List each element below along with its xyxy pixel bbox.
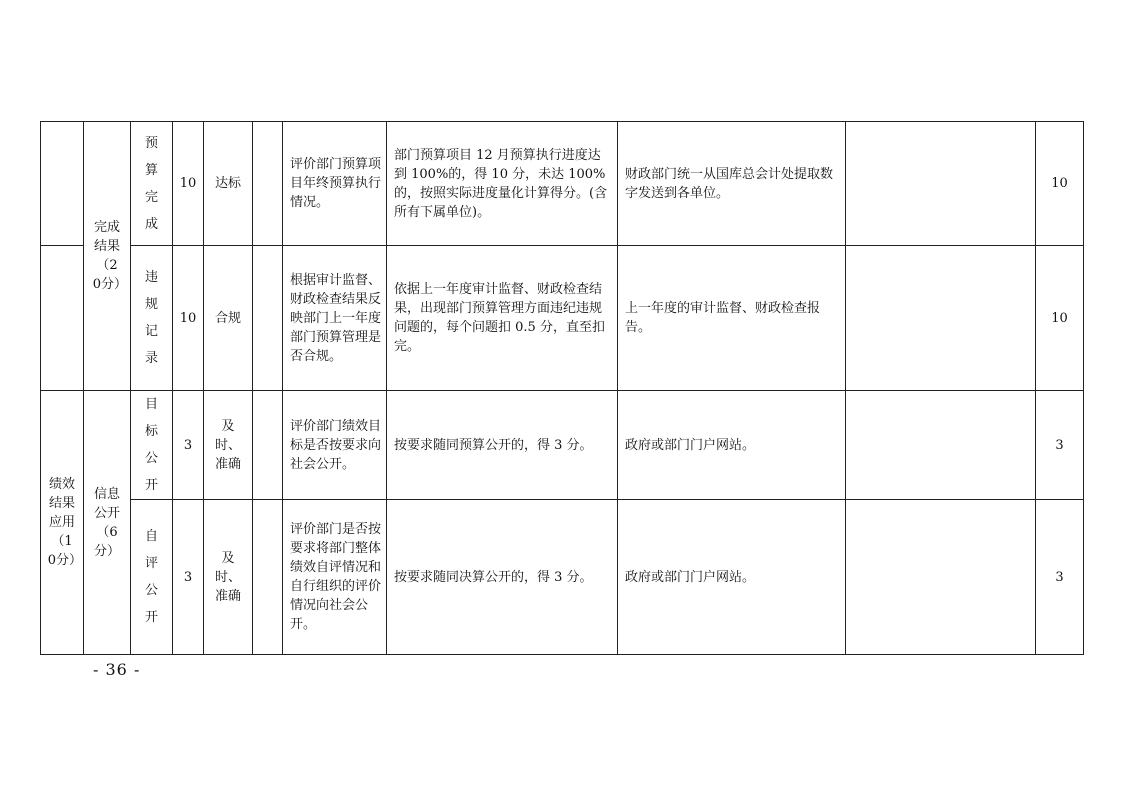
table-row <box>41 391 1084 500</box>
level1-cell-empty <box>41 122 84 246</box>
level2-completion-cell <box>84 122 131 391</box>
source-cell: 财政部门统一从国库总会计处提取数字发送到各单位。 <box>618 122 846 246</box>
score-cell: 3 <box>1036 500 1084 655</box>
level1-application-label: 绩效结果应用（10分） <box>47 477 82 568</box>
indicator3-label: 违规记录 <box>144 270 158 366</box>
page-number: - 36 - <box>93 660 141 679</box>
indicator3-cell <box>131 246 173 391</box>
standard-cell: 合规 <box>204 246 253 391</box>
table-row <box>41 246 1084 391</box>
explanation-cell: 评价部门绩效目标是否按要求向社会公开。 <box>283 391 387 500</box>
explanation-cell: 根据审计监督、财政检查结果反映部门上一年度部门预算管理是否合规。 <box>283 246 387 391</box>
issues-cell <box>846 391 1036 500</box>
blank-cell <box>253 122 283 246</box>
indicator3-cell <box>131 391 173 500</box>
standard-cell <box>204 391 253 500</box>
source-cell: 政府或部门门户网站。 <box>618 391 846 500</box>
table-row <box>41 122 1084 246</box>
level1-cell-empty <box>41 246 84 391</box>
level2-completion-label: 完成结果（20分） <box>92 220 127 292</box>
standard-label: 及时、准确 <box>214 418 241 472</box>
indicator3-cell <box>131 500 173 655</box>
explanation-cell: 评价部门是否按要求将部门整体绩效自评情况和自行组织的评价情况向社会公开。 <box>283 500 387 655</box>
blank-cell <box>253 391 283 500</box>
blank-cell <box>253 246 283 391</box>
weight-cell: 3 <box>173 391 204 500</box>
indicator3-label: 目标公开 <box>144 397 158 493</box>
source-cell: 政府或部门门户网站。 <box>618 500 846 655</box>
explanation-cell: 评价部门预算项目年终预算执行情况。 <box>283 122 387 246</box>
level2-disclosure-cell <box>84 391 131 655</box>
table-row <box>41 500 1084 655</box>
issues-cell <box>846 122 1036 246</box>
level2-disclosure-label: 信息公开（6分） <box>93 486 120 559</box>
indicator3-label: 预算完成 <box>144 135 158 232</box>
score-cell: 10 <box>1036 246 1084 391</box>
weight-cell: 10 <box>173 246 204 391</box>
blank-cell <box>253 500 283 655</box>
standard-label: 及时、准确 <box>214 550 241 604</box>
indicator3-label: 自评公开 <box>144 529 158 625</box>
standard-cell: 达标 <box>204 122 253 246</box>
criteria-cell: 依据上一年度审计监督、财政检查结果，出现部门预算管理方面违纪违规问题的，每个问题扣 0.5 分，直至扣完。 <box>387 246 618 391</box>
score-cell: 3 <box>1036 391 1084 500</box>
weight-cell: 10 <box>173 122 204 246</box>
weight-cell: 3 <box>173 500 204 655</box>
level1-application-cell <box>41 391 84 655</box>
criteria-cell: 按要求随同决算公开的，得 3 分。 <box>387 500 618 655</box>
criteria-cell: 按要求随同预算公开的，得 3 分。 <box>387 391 618 500</box>
criteria-cell: 部门预算项目 12 月预算执行进度达到 100%的，得 10 分，未达 100%的，按照实际进度量化计算得分。(含所有下属单位)。 <box>387 122 618 246</box>
source-cell: 上一年度的审计监督、财政检查报告。 <box>618 246 846 391</box>
evaluation-table <box>40 121 1084 655</box>
standard-cell <box>204 500 253 655</box>
issues-cell <box>846 246 1036 391</box>
issues-cell <box>846 500 1036 655</box>
score-cell: 10 <box>1036 122 1084 246</box>
indicator3-cell <box>131 122 173 246</box>
